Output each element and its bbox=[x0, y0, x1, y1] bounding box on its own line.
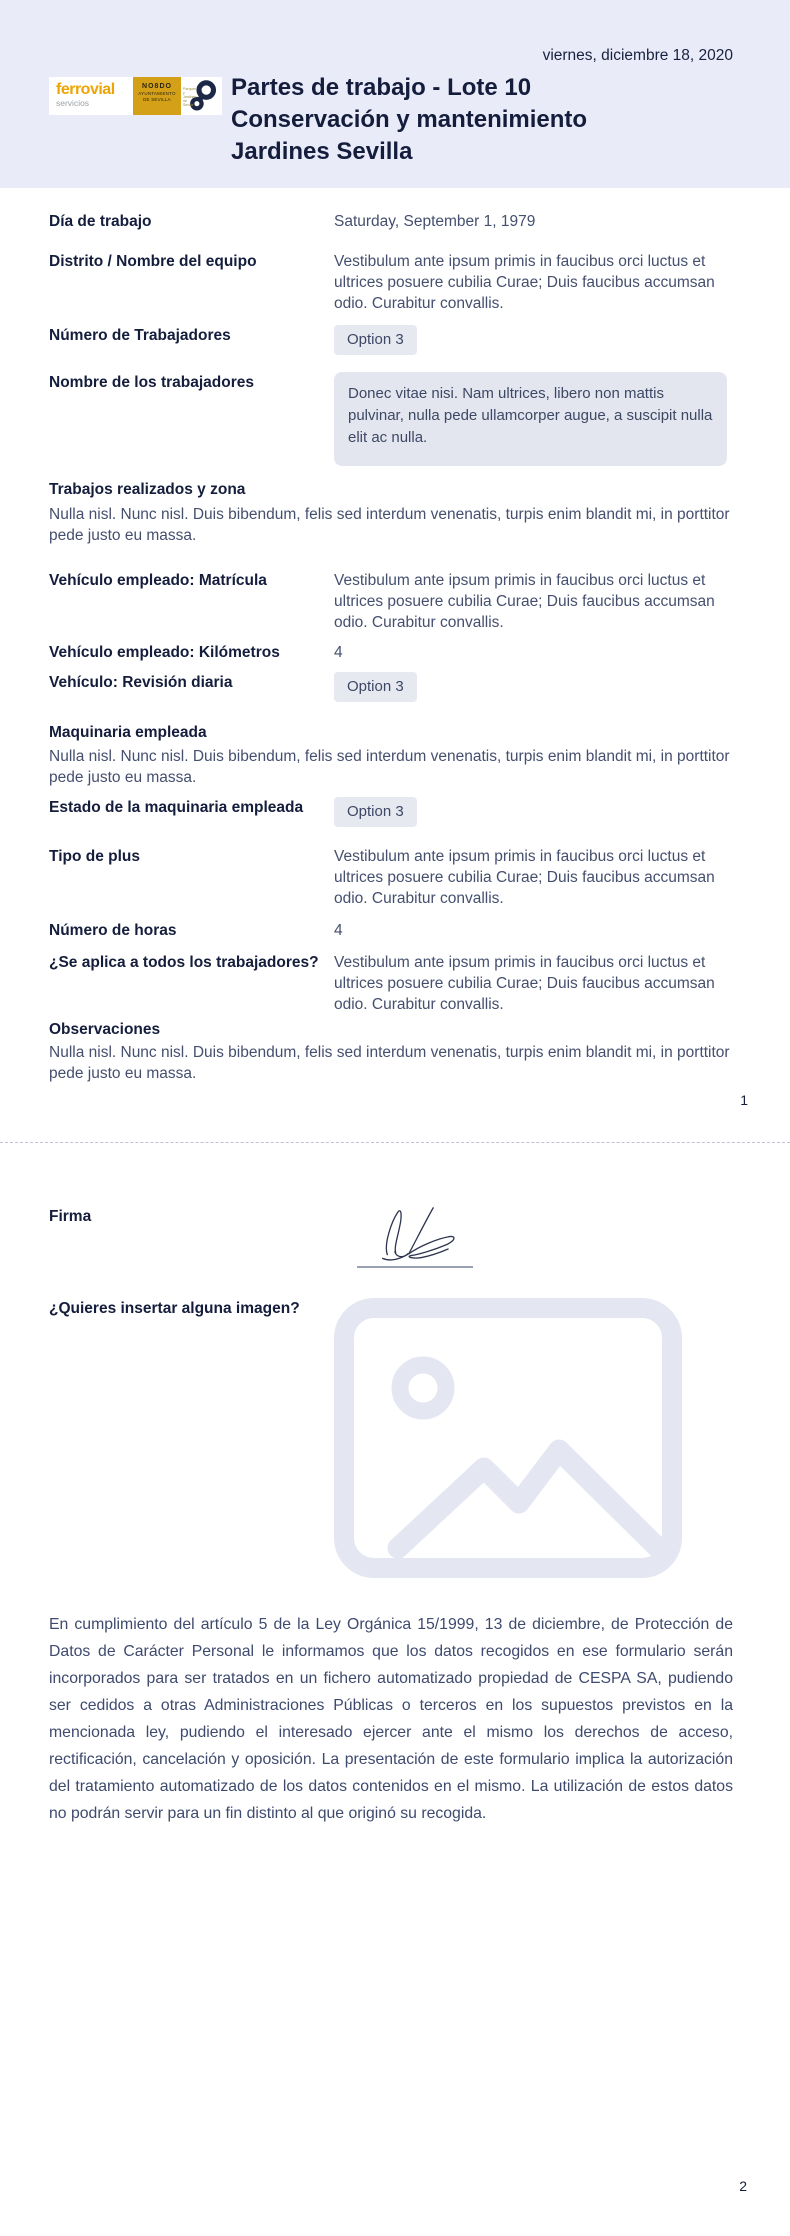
ferrovial-servicios-label: servicios bbox=[56, 98, 90, 108]
field-value: Vestibulum ante ipsum primis in faucibus orci luctus et ultrices posuere cubilia Curae; Duis faucibus accumsan odio. Curabitur convallis. bbox=[334, 572, 715, 631]
field-label: Vehículo empleado: Matrícula bbox=[49, 572, 267, 589]
legal-notice-text: En cumplimiento del artículo 5 de la Ley Orgánica 15/1999, 13 de diciembre, de Protección de Datos de Carácter Personal le informamos que los datos recogidos en ese formulario serán incorporados para ser tratados en un fichero automatizado propiedad de CESPA SA, pudiendo ser cedidos a otras Administraciones Públicas o terceros en los supuestos previstos en la mencionada ley, pudiendo el interesado ejercer ante el mismo los derechos de acceso, rectificación, cancelación y oposición. La presentación de este formulario implica la autorización del tratamiento automatizado de los datos contenidos en el mismo. La utilización de estos datos no podrán servir para un fin distinto al que originó su recogida. bbox=[49, 1616, 733, 1822]
section-heading-maquinaria: Maquinaria empleada bbox=[49, 724, 207, 741]
field-label: Día de trabajo bbox=[49, 213, 152, 230]
sevilla-logo-text2: DE SEVILLA bbox=[143, 96, 171, 102]
field-value: 4 bbox=[334, 922, 343, 939]
field-label: Número de horas bbox=[49, 922, 177, 939]
textarea-value: Donec vitae nisi. Nam ultrices, libero non mattis pulvinar, nulla pede ullamcorper augue, a suscipit nulla elit ac nulla. bbox=[334, 372, 727, 466]
field-tipo-plus bbox=[49, 846, 733, 909]
field-value: Vestibulum ante ipsum primis in faucibus orci luctus et ultrices posuere cubilia Curae; Duis faucibus accumsan odio. Curabitur convallis. bbox=[334, 954, 715, 1013]
ferrovial-wordmark: ferrovial bbox=[56, 81, 115, 98]
parques-logo-text: Parques y Jardines de Sevilla bbox=[183, 87, 197, 107]
field-label: Número de Trabajadores bbox=[49, 327, 231, 344]
field-label: Tipo de plus bbox=[49, 848, 140, 865]
logo-strip bbox=[49, 77, 222, 115]
section-heading-observaciones: Observaciones bbox=[49, 1021, 161, 1038]
field-distrito-equipo bbox=[49, 251, 733, 314]
field-vehiculo-revision bbox=[49, 672, 733, 702]
image-placeholder bbox=[334, 1298, 733, 1583]
field-aplica-trabajadores bbox=[49, 952, 733, 1015]
signature-underline bbox=[357, 1266, 473, 1268]
page-number-1: 1 bbox=[740, 1092, 748, 1108]
option-chip: Option 3 bbox=[334, 672, 417, 702]
field-numero-horas bbox=[49, 920, 733, 941]
signature-image bbox=[373, 1206, 469, 1264]
field-estado-maquinaria bbox=[49, 797, 733, 827]
field-numero-trabajadores bbox=[49, 325, 733, 355]
field-label: Vehículo empleado: Kilómetros bbox=[49, 644, 280, 661]
sevilla-council-logo bbox=[133, 77, 181, 115]
field-vehiculo-matricula bbox=[49, 570, 733, 633]
field-value: Saturday, September 1, 1979 bbox=[334, 213, 536, 230]
field-value: Vestibulum ante ipsum primis in faucibus orci luctus et ultrices posuere cubilia Curae; Duis faucibus accumsan odio. Curabitur convallis. bbox=[334, 848, 715, 907]
section-text: Nulla nisl. Nunc nisl. Duis bibendum, felis sed interdum venenatis, turpis enim blandit mi, in porttitor pede justo eu massa. bbox=[49, 506, 730, 544]
field-firma bbox=[49, 1206, 733, 1268]
document-header bbox=[0, 0, 790, 188]
signature-block bbox=[357, 1206, 473, 1268]
field-value: 4 bbox=[334, 644, 343, 661]
field-label: ¿Quieres insertar alguna imagen? bbox=[49, 1300, 300, 1317]
page-title: Partes de trabajo - Lote 10 Conservación y mantenimiento Jardines Sevilla bbox=[231, 74, 588, 165]
field-nombre-trabajadores bbox=[49, 372, 733, 466]
field-label: Nombre de los trabajadores bbox=[49, 374, 255, 391]
section-heading-trabajos: Trabajos realizados y zona bbox=[49, 481, 246, 498]
form-page-1 bbox=[0, 211, 790, 1827]
section-text: Nulla nisl. Nunc nisl. Duis bibendum, felis sed interdum venenatis, turpis enim blandit mi, in porttitor pede justo eu massa. bbox=[49, 1044, 730, 1082]
field-label: Firma bbox=[49, 1208, 92, 1225]
option-chip: Option 3 bbox=[334, 797, 417, 827]
document-date: viernes, diciembre 18, 2020 bbox=[542, 47, 733, 64]
page-break-divider bbox=[0, 1142, 790, 1143]
field-label: ¿Se aplica a todos los trabajadores? bbox=[49, 954, 319, 971]
field-vehiculo-kilometros bbox=[49, 642, 733, 663]
field-label: Distrito / Nombre del equipo bbox=[49, 253, 257, 270]
parques-jardines-logo bbox=[181, 77, 222, 115]
sevilla-logo-text1: AYUNTAMIENTO bbox=[138, 91, 176, 96]
no8do-emblem: NO8DO bbox=[142, 83, 172, 90]
field-dia-de-trabajo bbox=[49, 211, 733, 232]
option-chip: Option 3 bbox=[334, 325, 417, 355]
ferrovial-logo bbox=[49, 77, 133, 115]
field-label: Estado de la maquinaria empleada bbox=[49, 799, 304, 816]
field-imagen bbox=[49, 1298, 733, 1583]
field-value: Vestibulum ante ipsum primis in faucibus orci luctus et ultrices posuere cubilia Curae; Duis faucibus accumsan odio. Curabitur convallis. bbox=[334, 253, 715, 312]
image-placeholder-icon bbox=[334, 1298, 682, 1578]
page-number-2: 2 bbox=[739, 2178, 747, 2194]
field-label: Vehículo: Revisión diaria bbox=[49, 674, 233, 691]
section-text: Nulla nisl. Nunc nisl. Duis bibendum, felis sed interdum venenatis, turpis enim blandit mi, in porttitor pede justo eu massa. bbox=[49, 748, 730, 786]
